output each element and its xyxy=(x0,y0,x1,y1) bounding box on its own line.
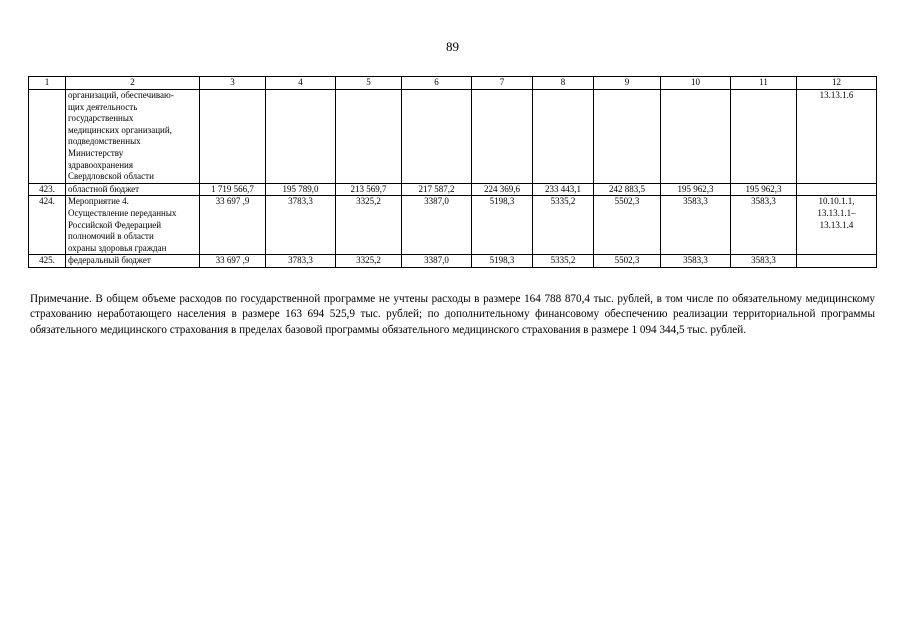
table-cell: областной бюджет xyxy=(66,183,200,196)
table-cell xyxy=(266,90,336,184)
table-cell: 5198,3 xyxy=(472,255,533,268)
table-cell: 1 719 566,7 xyxy=(200,183,266,196)
table-cell: 13.13.1.6 xyxy=(797,90,877,184)
table-cell xyxy=(472,90,533,184)
column-header: 11 xyxy=(731,77,797,90)
column-header: 10 xyxy=(661,77,731,90)
table-cell: 3783,3 xyxy=(266,255,336,268)
column-header: 8 xyxy=(533,77,594,90)
table-cell: организаций, обеспечиваю- щих деятельность государственных медицинских организаций, подведомственных Министерству здравоохранения Свердловской области xyxy=(66,90,200,184)
footnote: Примечание. В общем объеме расходов по государственной программе не учтены расходы в размере 164 788 870,4 тыс. рублей, в том числе по обязательному медицинскому страхованию неработающего населения в размере 163 694 525,9 тыс. рублей; по дополнительному финансовому обеспечению реализации территориальной программы обязательного медицинского страхования в пределах базовой программы обязательного медицинского страхования в размере 1 094 344,5 тыс. рублей. xyxy=(30,293,875,336)
table-cell xyxy=(661,90,731,184)
column-header: 9 xyxy=(594,77,661,90)
table-cell: 10.10.1.1, 13.13.1.1– 13.13.1.4 xyxy=(797,196,877,255)
table-cell: 5335,2 xyxy=(533,196,594,255)
table-cell xyxy=(594,90,661,184)
table-cell xyxy=(797,183,877,196)
table-cell: 195 962,3 xyxy=(661,183,731,196)
table-cell: 5335,2 xyxy=(533,255,594,268)
table-row xyxy=(29,196,877,255)
table-cell: 224 369,6 xyxy=(472,183,533,196)
table-cell: 3325,2 xyxy=(336,196,402,255)
table-cell: 233 443,1 xyxy=(533,183,594,196)
table-cell: 195 962,3 xyxy=(731,183,797,196)
column-header: 7 xyxy=(472,77,533,90)
column-header: 4 xyxy=(266,77,336,90)
column-header: 5 xyxy=(336,77,402,90)
table-cell: 3325,2 xyxy=(336,255,402,268)
table-row xyxy=(29,90,877,184)
page-number: 89 xyxy=(446,39,459,54)
table-cell: 424. xyxy=(29,196,66,255)
table-cell: 3583,3 xyxy=(661,255,731,268)
table-cell: 213 569,7 xyxy=(336,183,402,196)
table-cell: 3583,3 xyxy=(731,255,797,268)
table-cell xyxy=(731,90,797,184)
table-body xyxy=(29,90,877,268)
table-cell: 425. xyxy=(29,255,66,268)
table-cell xyxy=(533,90,594,184)
table-cell: 33 697 ,9 xyxy=(200,196,266,255)
table-cell: 5502,3 xyxy=(594,196,661,255)
table-cell xyxy=(402,90,472,184)
column-header: 6 xyxy=(402,77,472,90)
column-header: 1 xyxy=(29,77,66,90)
table-cell: 3387,0 xyxy=(402,196,472,255)
table-cell: 5198,3 xyxy=(472,196,533,255)
table-cell: 217 587,2 xyxy=(402,183,472,196)
budget-table xyxy=(28,76,877,268)
table-cell: федеральный бюджет xyxy=(66,255,200,268)
column-header: 12 xyxy=(797,77,877,90)
table-cell: 5502,3 xyxy=(594,255,661,268)
table-cell: 423. xyxy=(29,183,66,196)
table-header-row xyxy=(29,77,877,90)
table-cell: 195 789,0 xyxy=(266,183,336,196)
column-header: 2 xyxy=(66,77,200,90)
table-cell: 242 883,5 xyxy=(594,183,661,196)
table-cell xyxy=(336,90,402,184)
column-header: 3 xyxy=(200,77,266,90)
table-cell: Мероприятие 4. Осуществление переданных Российской Федерацией полномочий в области охраны здоровья граждан xyxy=(66,196,200,255)
table-row xyxy=(29,183,877,196)
table-row xyxy=(29,255,877,268)
table-cell xyxy=(200,90,266,184)
table-cell xyxy=(797,255,877,268)
table-cell: 3583,3 xyxy=(731,196,797,255)
table-cell: 33 697 ,9 xyxy=(200,255,266,268)
table-cell: 3783,3 xyxy=(266,196,336,255)
table-cell xyxy=(29,90,66,184)
table-cell: 3387,0 xyxy=(402,255,472,268)
table-cell: 3583,3 xyxy=(661,196,731,255)
